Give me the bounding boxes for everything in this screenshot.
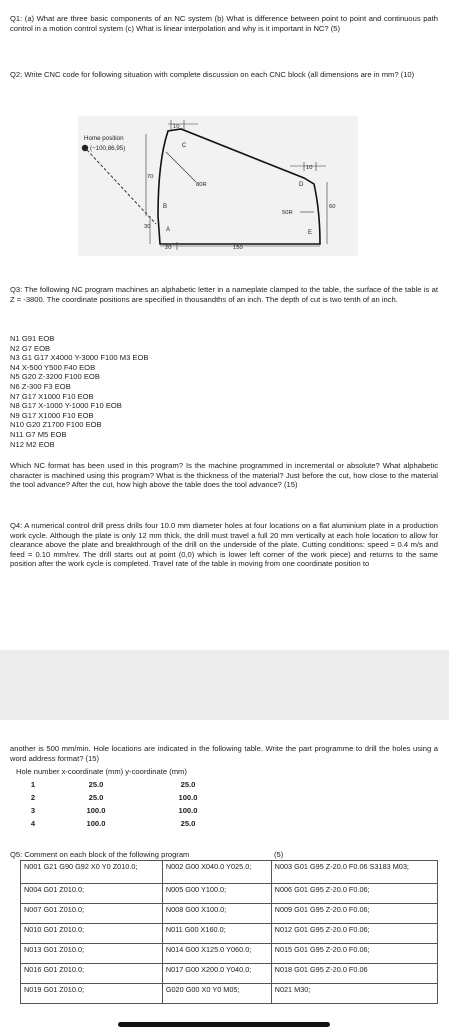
program-line: N8 G17 X-1000 Y-1000 F10 EOB: [10, 401, 122, 411]
table-row: [21, 861, 438, 884]
program-block: N009 G01 G95 Z-20.0 F0.06;: [271, 904, 437, 924]
radius-80-label: 80R: [196, 182, 207, 188]
program-block: N010 G01 Z010.0;: [21, 924, 163, 944]
program-block: G020 G00 X0 Y0 M05;: [162, 984, 271, 1004]
hole-locations-table: [16, 767, 256, 832]
program-line: N5 G20 Z-3200 F100 EOB: [10, 372, 100, 382]
x-coordinate: 25.0: [88, 779, 104, 789]
table-row: [21, 884, 438, 904]
program-block: N008 G00 X100.0;: [162, 904, 271, 924]
question-5-marks: (5): [274, 850, 284, 859]
program-block: N006 G01 G95 Z-20.0 F0.06;: [271, 884, 437, 904]
program-block: N021 M30;: [271, 984, 437, 1004]
table-row: [21, 964, 438, 984]
question-4-text: Q4: A numerical control drill press drills four 10.0 mm diameter holes at four locations on a flat aluminium plate in a production work cycle. Although the plate is only 12 mm thick, the drill must travel a full 20 mm vertically at each hole location to allow for clearance above the plate and breakthrough of the drill on the underside of the plate. Cutting conditions: speed = 0.4 m/s and feed = 0.10 mm/rev. The drill starts out at point (0,0) which is lower left corner of the work piece) and returns to the same position after the work cycle is completed. Travel rate of the table in moving from one coordinate position to: [10, 521, 438, 569]
program-block: N005 G00 Y100.0;: [162, 884, 271, 904]
program-line: N3 G1 G17 X4000 Y-3000 F100 M3 EOB: [10, 353, 149, 363]
program-line: N6 Z-300 F3 EOB: [10, 381, 71, 391]
program-block: N004 G01 Z010.0;: [21, 884, 163, 904]
home-indicator-bar[interactable]: [118, 1022, 330, 1027]
home-position-label: Home position: [84, 135, 124, 142]
table-row: [16, 793, 256, 806]
dimension-10-top-label: 10: [173, 124, 180, 130]
table-row: [21, 924, 438, 944]
program-line: N9 G17 X1000 F10 EOB: [10, 410, 94, 420]
point-b-label: B: [163, 204, 168, 210]
program-blocks-table: [20, 860, 438, 1004]
program-block: N011 G00 X160.0;: [162, 924, 271, 944]
y-coordinate: 100.0: [178, 792, 198, 802]
point-d-label: D: [299, 182, 304, 188]
program-block: N003 G01 G95 Z-20.0 F0.06 S3183 M03;: [271, 861, 437, 884]
point-a-label: A: [166, 227, 171, 233]
hole-number: 3: [30, 805, 36, 815]
program-line: N12 M2 EOB: [10, 439, 55, 449]
program-block: N007 G01 Z010.0;: [21, 904, 163, 924]
question-1-text: Q1: (a) What are three basic components of an NC system (b) What is difference between point to point and continuous path control in a motion control system (c) What is linear interpolation and why is it important in NC? (5): [10, 14, 438, 33]
table-row: [16, 806, 256, 819]
x-coordinate: 100.0: [86, 805, 106, 815]
program-line: N10 G20 Z1700 F100 EOB: [10, 420, 102, 430]
question-2-text: Q2: Write CNC code for following situation with complete discussion on each CNC block (all dimensions are in mm? (10): [10, 70, 415, 79]
program-block: N013 G01 Z010.0;: [21, 944, 163, 964]
dimension-60-label: 60: [329, 204, 336, 210]
dimension-70-label: 70: [147, 174, 154, 180]
dimension-20-label: 20: [165, 245, 172, 251]
program-line: N11 G7 M5 EOB: [10, 429, 67, 439]
program-line: N4 X-500 Y500 F40 EOB: [10, 362, 96, 372]
page-gap: [0, 650, 449, 720]
program-block: N015 G01 G95 Z-20.0 F0.06;: [271, 944, 437, 964]
table-row: [21, 944, 438, 964]
table-row: [16, 780, 256, 793]
program-block: N014 G00 X125.0 Y060.0;: [162, 944, 271, 964]
home-position-coords: (−100,86,95): [90, 145, 126, 152]
radius-50-label: 50R: [282, 210, 293, 216]
hole-number: 2: [30, 792, 36, 802]
hole-number: 1: [30, 779, 36, 789]
program-block: N002 G00 X040.0 Y025.0;: [162, 861, 271, 884]
question-4-continued: another is 500 mm/min. Hole locations are indicated in the following table. Write the part programme to drill the holes using a word address format? (15): [10, 744, 438, 763]
program-block: N019 G01 Z010.0;: [21, 984, 163, 1004]
question-5-title: [10, 850, 440, 860]
program-block: N018 G01 G95 Z-20.0 F0.06: [271, 964, 437, 984]
nc-program-listing: [10, 334, 310, 449]
program-block: N001 G21 G90 G92 X0 Y0 Z010.0;: [21, 861, 163, 884]
program-line: N7 G17 X1000 F10 EOB: [10, 391, 94, 401]
hole-table-header: Hole number x-coordinate (mm) y-coordinate (mm): [16, 767, 187, 776]
program-line: N2 G7 EOB: [10, 343, 51, 353]
point-c-label: C: [182, 143, 187, 149]
y-coordinate: 100.0: [178, 805, 198, 815]
table-row: [21, 984, 438, 1004]
dimension-10-right-label: 10: [306, 165, 313, 171]
x-coordinate: 100.0: [86, 818, 106, 828]
point-e-label: E: [308, 230, 313, 236]
y-coordinate: 25.0: [180, 779, 196, 789]
cnc-path-diagram: [78, 116, 358, 256]
program-block: N017 G00 X200.0 Y040.0;: [162, 964, 271, 984]
question-5-heading: Q5: Comment on each block of the following program: [10, 850, 190, 859]
program-block: N012 G01 G95 Z-20.0 F0.06;: [271, 924, 437, 944]
x-coordinate: 25.0: [88, 792, 104, 802]
dimension-150-label: 150: [233, 245, 243, 251]
dimension-30-label: 30: [144, 224, 151, 230]
program-line: N1 G91 EOB: [10, 334, 55, 343]
hole-number: 4: [30, 818, 36, 828]
table-row: [21, 904, 438, 924]
question-3-prompt: Which NC format has been used in this program? Is the machine programmed in incremental or absolute? What alphabetic character is machined using this program? What is the thickness of the material? Just before the cut, how close to the material the tool advance? After the cut, how high above the table does the tool advance? (15): [10, 461, 438, 490]
question-3-text: Q3: The following NC program machines an alphabetic letter in a nameplate clamped to the table, the surface of the table is at Z = -3800. The coordinate positions are specified in thousandths of an inch. The depth of cut is two tenth of an inch.: [10, 285, 438, 304]
program-block: N016 G01 Z010.0;: [21, 964, 163, 984]
y-coordinate: 25.0: [180, 818, 196, 828]
table-row: [16, 819, 256, 832]
